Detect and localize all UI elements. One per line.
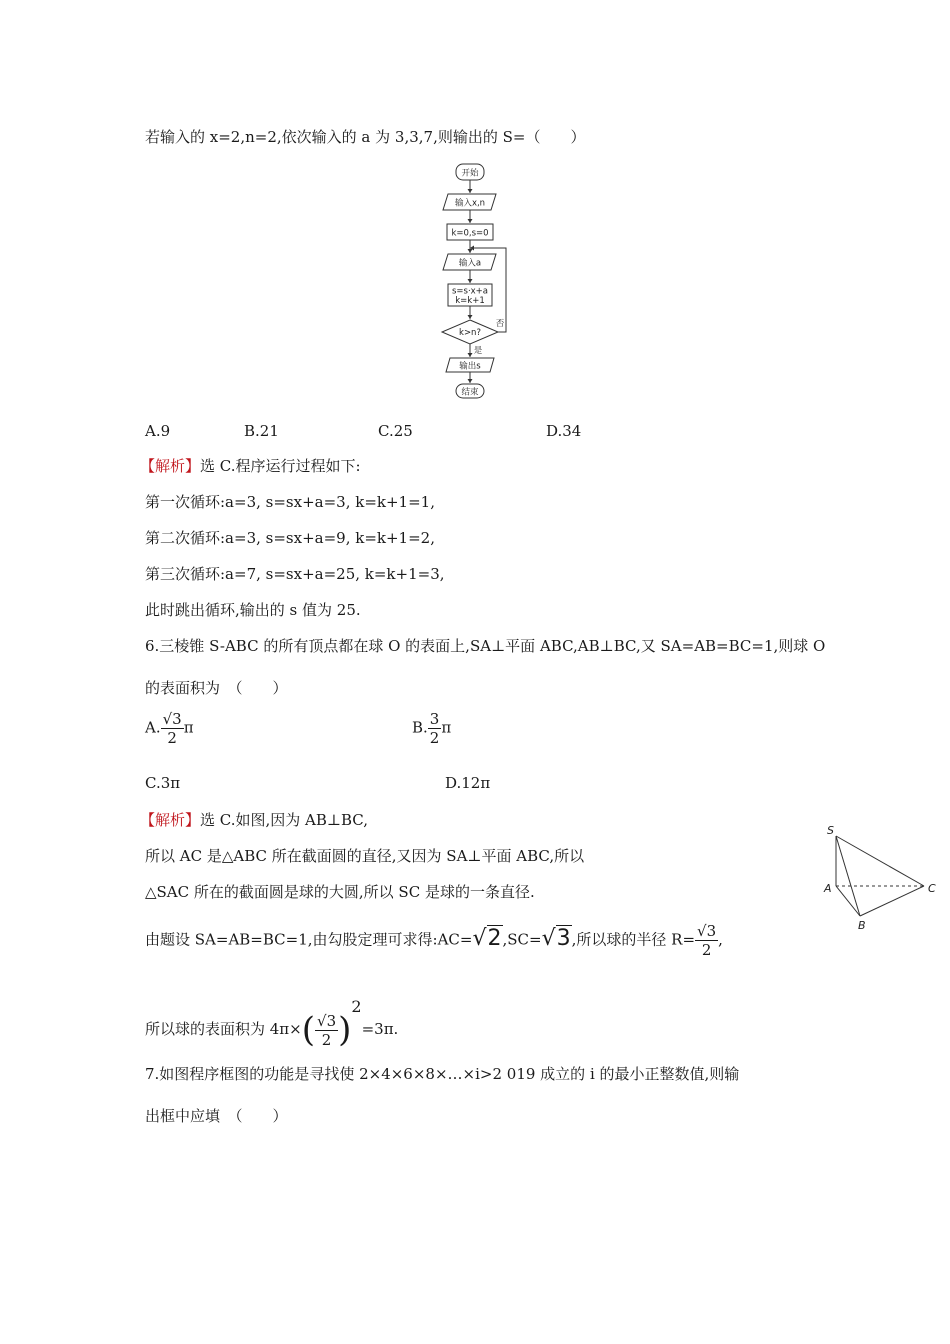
analysis-head: 选 C.程序运行过程如下: bbox=[200, 457, 361, 475]
start-label: 开始 bbox=[461, 168, 479, 179]
input-xn-label: 输入x,n bbox=[454, 198, 486, 209]
end-label: 结束 bbox=[461, 387, 479, 398]
update-label-1: s=s·x+a bbox=[451, 286, 489, 297]
question-7-stem-2: 出框中应填 （ ） bbox=[145, 1107, 288, 1125]
condition-label: k>n? bbox=[459, 328, 481, 338]
q5-step-2: 第二次循环:a=3, s=sx+a=9, k=k+1=2, bbox=[145, 529, 435, 547]
q5-option-c: C.25 bbox=[378, 422, 413, 440]
question-5-stem: 若输入的 x=2,n=2,依次输入的 a 为 3,3,7,则输出的 S=（ ） bbox=[145, 128, 586, 146]
no-label: 否 bbox=[495, 319, 505, 329]
q6-analysis bbox=[140, 810, 368, 830]
q6-option-d: D.12π bbox=[445, 774, 491, 792]
update-label-2: k=k+1 bbox=[455, 296, 485, 306]
q6-option-a: A. $\frac{√3}{2}$ π bbox=[145, 710, 194, 747]
flowchart bbox=[420, 160, 550, 400]
q5-option-b: B.21 bbox=[244, 422, 279, 440]
analysis-line-1: 选 C.如图,因为 AB⊥BC, bbox=[200, 811, 369, 829]
analysis-tag: 【解析】 bbox=[140, 811, 201, 829]
q6-option-c: C.3π bbox=[145, 774, 181, 792]
input-a-label: 输入a bbox=[458, 258, 482, 269]
question-7-stem-1: 7.如图程序框图的功能是寻找使 2×4×6×8×…×i>2 019 成立的 i 的最小正整数值,则输 bbox=[145, 1065, 740, 1083]
q5-step-4: 此时跳出循环,输出的 s 值为 25. bbox=[145, 601, 361, 619]
vertex-s-label: S bbox=[827, 824, 834, 837]
yes-label: 是 bbox=[473, 346, 483, 356]
init-label: k=0,s=0 bbox=[451, 228, 489, 239]
vertex-a-label: A bbox=[824, 882, 832, 895]
question-6-stem-2: 的表面积为 （ ） bbox=[145, 679, 288, 697]
analysis-tag: 【解析】 bbox=[140, 457, 201, 475]
pyramid-figure bbox=[820, 820, 940, 930]
vertex-b-label: B bbox=[858, 919, 866, 930]
q5-analysis bbox=[140, 456, 361, 476]
q6-analysis-line-2: 所以 AC 是△ABC 所在截面圆的直径,又因为 SA⊥平面 ABC,所以 bbox=[145, 847, 585, 865]
q5-option-a: A.9 bbox=[145, 422, 171, 440]
question-6-stem-1: 6.三棱锥 S-ABC 的所有顶点都在球 O 的表面上,SA⊥平面 ABC,AB⊥BC,又 SA=AB=BC=1,则球 O bbox=[145, 637, 826, 655]
q6-analysis-line-4: 由题设 SA=AB=BC=1,由勾股定理可求得:AC=√2,SC=√3,所以球的半径 R= $\frac{√3}{2}$ , bbox=[145, 922, 723, 959]
output-s-label: 输出s bbox=[459, 361, 481, 372]
q6-analysis-line-3: △SAC 所在的截面圆是球的大圆,所以 SC 是球的一条直径. bbox=[145, 883, 535, 901]
q6-option-b: B. $\frac{3}{2}$ π bbox=[412, 710, 452, 747]
q6-analysis-line-5: 所以球的表面积为 4π×( $\frac{√3}{2}$ )$^2$=3π. bbox=[145, 997, 399, 1050]
q5-option-d: D.34 bbox=[546, 422, 582, 440]
vertex-c-label: C bbox=[928, 882, 936, 895]
q5-step-3: 第三次循环:a=7, s=sx+a=25, k=k+1=3, bbox=[145, 565, 445, 583]
q5-step-1: 第一次循环:a=3, s=sx+a=3, k=k+1=1, bbox=[145, 493, 435, 511]
